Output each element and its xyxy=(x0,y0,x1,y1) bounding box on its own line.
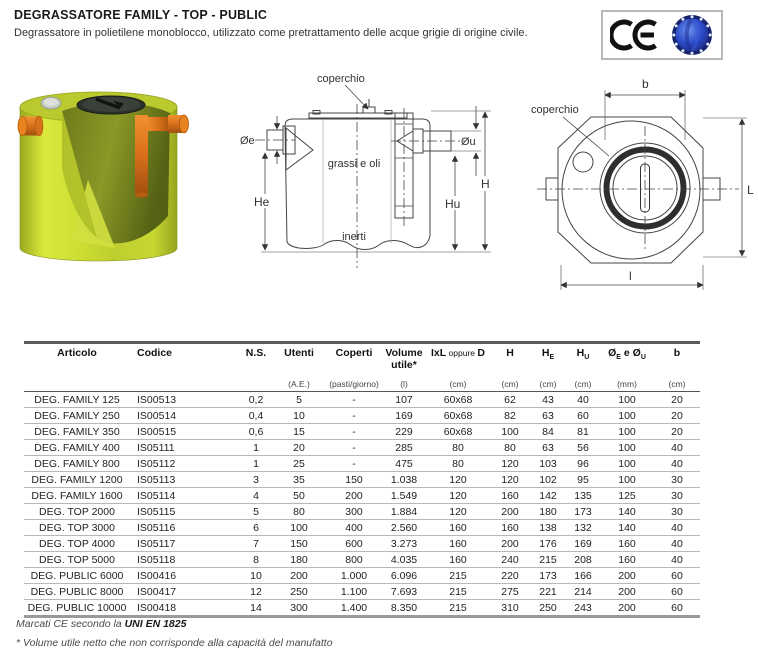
table-cell: DEG. FAMILY 800 xyxy=(24,456,130,472)
table-cell: 173 xyxy=(566,504,600,520)
table-cell: 150 xyxy=(272,536,326,552)
table-cell: 80 xyxy=(272,504,326,520)
note-volume: * Volume utile netto che non corrisponde alla capacità del manufatto xyxy=(16,637,333,649)
table-cell: 215 xyxy=(426,568,490,584)
label-ou: Øu xyxy=(461,136,476,148)
table-cell: 100 xyxy=(490,424,530,440)
table-cell: 80 xyxy=(426,440,490,456)
table-cell: IS00418 xyxy=(130,600,240,617)
table-cell: 125 xyxy=(600,488,654,504)
table-cell: 215 xyxy=(530,552,566,568)
table-cell: 107 xyxy=(395,393,413,406)
table-cell: 63 xyxy=(530,440,566,456)
page-title: DEGRASSATORE FAMILY - TOP - PUBLIC xyxy=(14,8,268,22)
table-cell: 82 xyxy=(490,408,530,424)
table-cell: 250 xyxy=(530,600,566,617)
table-cell: 60x68 xyxy=(426,424,490,440)
table-cell: IS05117 xyxy=(130,536,240,552)
table-cell: 176 xyxy=(530,536,566,552)
table-cell: - xyxy=(326,408,382,424)
table-cell: DEG. FAMILY 350 xyxy=(24,424,130,440)
table-cell: DEG. PUBLIC 10000 xyxy=(24,600,130,617)
column-header-5: Volume utile* (l) xyxy=(382,343,426,392)
table-cell: 208 xyxy=(566,552,600,568)
table-cell: 120 xyxy=(490,456,530,472)
tank-lid xyxy=(77,96,145,114)
table-cell: IS00515 xyxy=(130,424,240,440)
table-cell: 100 xyxy=(600,456,654,472)
table-cell: 8.350 xyxy=(382,600,426,617)
table-cell: DEG. TOP 3000 xyxy=(24,520,130,536)
table-cell: 138 xyxy=(530,520,566,536)
table-cell: 240 xyxy=(490,552,530,568)
table-cell: 20 xyxy=(272,440,326,456)
table-cell: 40 xyxy=(577,393,589,406)
table-cell: DEG. TOP 2000 xyxy=(24,504,130,520)
table-cell: 250 xyxy=(272,584,326,600)
table-cell: 1.400 xyxy=(326,600,382,617)
label-hu: Hu xyxy=(445,197,461,211)
table-cell: DEG. TOP 4000 xyxy=(24,536,130,552)
table-cell: 4.035 xyxy=(382,552,426,568)
table-row xyxy=(24,424,700,440)
table-cell: IS05118 xyxy=(130,552,240,568)
column-header-7: H (cm) xyxy=(490,343,530,392)
table-cell: 200 xyxy=(600,568,654,584)
column-header-2: N.S. xyxy=(240,343,272,392)
label-he: He xyxy=(254,195,270,209)
vent-hole xyxy=(573,152,593,172)
table-cell: DEG. FAMILY 1600 xyxy=(24,488,130,504)
table-cell: 200 xyxy=(272,568,326,584)
table-cell: 7 xyxy=(240,536,272,552)
column-header-6: IxL oppure D (cm) xyxy=(426,343,490,392)
table-cell: IS00416 xyxy=(130,568,240,584)
table-cell: 95 xyxy=(566,472,600,488)
table-cell: 84 xyxy=(530,424,566,440)
column-header-3: Utenti (A.E.) xyxy=(272,343,326,392)
table-cell: 243 xyxy=(566,600,600,617)
table-cell: 200 xyxy=(600,600,654,617)
table-cell: 20 xyxy=(654,408,700,424)
table-cell: 132 xyxy=(566,520,600,536)
table-row xyxy=(24,600,700,617)
table-cell: 180 xyxy=(530,504,566,520)
table-cell: 60 xyxy=(654,568,700,584)
table-cell: IS05116 xyxy=(130,520,240,536)
table-cell: 35 xyxy=(272,472,326,488)
table-cell: 1.038 xyxy=(382,472,426,488)
table-row xyxy=(24,536,700,552)
table-cell: 8 xyxy=(240,552,272,568)
table-cell: 215 xyxy=(426,600,490,617)
table-cell: 20 xyxy=(654,424,700,440)
label-b: b xyxy=(642,77,649,91)
table-cell: 120 xyxy=(426,488,490,504)
vent-cap xyxy=(41,97,61,109)
table-cell: - xyxy=(326,456,382,472)
table-cell: 81 xyxy=(566,424,600,440)
table-cell: 200 xyxy=(600,584,654,600)
table-cell: 1.100 xyxy=(326,584,382,600)
table-cell: 100 xyxy=(272,520,326,536)
table-cell: 1 xyxy=(240,440,272,456)
side-view-diagram xyxy=(233,66,505,288)
table-cell: 160 xyxy=(490,520,530,536)
table-cell: 135 xyxy=(566,488,600,504)
table-cell: 400 xyxy=(326,520,382,536)
table-cell: 60 xyxy=(654,584,700,600)
label-coperchio-side: coperchio xyxy=(317,73,365,85)
table-cell: 6 xyxy=(240,520,272,536)
table-cell: 160 xyxy=(426,552,490,568)
spec-table xyxy=(24,341,700,618)
table-cell: 140 xyxy=(600,520,654,536)
table-cell: 221 xyxy=(530,584,566,600)
table-row xyxy=(24,488,700,504)
table-cell: 1.884 xyxy=(382,504,426,520)
label-coperchio-top: coperchio xyxy=(531,104,579,116)
table-cell: 1.000 xyxy=(326,568,382,584)
table-row xyxy=(24,472,700,488)
table-cell: 200 xyxy=(490,504,530,520)
table-cell: - xyxy=(326,424,382,440)
table-cell: IS00513 xyxy=(137,393,177,406)
table-row xyxy=(24,440,700,456)
table-cell: 150 xyxy=(326,472,382,488)
table-cell: IS05114 xyxy=(130,488,240,504)
table-cell: 2.560 xyxy=(382,520,426,536)
table-row xyxy=(24,568,700,584)
table-cell: 800 xyxy=(326,552,382,568)
table-cell: 169 xyxy=(382,408,426,424)
table-cell: 43 xyxy=(542,393,554,406)
table-cell: 5 xyxy=(296,393,302,406)
dimension-L xyxy=(703,118,747,257)
table-row xyxy=(24,584,700,600)
table-cell: 275 xyxy=(490,584,530,600)
table-cell: 60x68 xyxy=(426,408,490,424)
table-cell: 169 xyxy=(566,536,600,552)
table-cell: 40 xyxy=(654,456,700,472)
table-cell: DEG. TOP 5000 xyxy=(24,552,130,568)
table-cell: 166 xyxy=(566,568,600,584)
table-cell: 300 xyxy=(272,600,326,617)
table-cell: 4 xyxy=(240,488,272,504)
table-cell: 30 xyxy=(654,504,700,520)
table-cell: 180 xyxy=(272,552,326,568)
eu-flag-icon xyxy=(670,13,714,57)
table-cell: 120 xyxy=(490,472,530,488)
table-cell: 100 xyxy=(600,424,654,440)
table-cell: 80 xyxy=(426,456,490,472)
table-cell: 60 xyxy=(566,408,600,424)
table-cell: IS05112 xyxy=(130,456,240,472)
table-cell: IS00417 xyxy=(130,584,240,600)
table-row xyxy=(24,504,700,520)
table-cell: 7.693 xyxy=(382,584,426,600)
tank-rim-circle xyxy=(562,121,700,259)
product-photo xyxy=(12,88,202,278)
label-h: H xyxy=(481,177,490,191)
table-cell: 3.273 xyxy=(382,536,426,552)
table-cell: 120 xyxy=(426,472,490,488)
table-cell: 40 xyxy=(654,440,700,456)
table-cell: 160 xyxy=(426,520,490,536)
table-cell: 300 xyxy=(326,504,382,520)
table-cell: 100 xyxy=(600,408,654,424)
table-cell: 60 xyxy=(654,600,700,617)
dimension-l xyxy=(561,265,703,290)
table-cell: 285 xyxy=(382,440,426,456)
top-view-diagram xyxy=(503,70,755,302)
table-cell: DEG. FAMILY 1200 xyxy=(24,472,130,488)
table-cell: 160 xyxy=(600,552,654,568)
table-cell: 50 xyxy=(272,488,326,504)
lid-side xyxy=(309,99,407,118)
table-cell: 160 xyxy=(426,536,490,552)
table-cell: IS05111 xyxy=(130,440,240,456)
table-cell: 140 xyxy=(600,504,654,520)
table-row xyxy=(24,392,700,408)
table-cell: 229 xyxy=(382,424,426,440)
table-cell: 160 xyxy=(490,488,530,504)
table-cell: 14 xyxy=(240,600,272,617)
table-cell: 220 xyxy=(490,568,530,584)
table-cell: 3 xyxy=(240,472,272,488)
note-ce: Marcati CE secondo la UNI EN 1825 xyxy=(16,618,187,630)
ce-badge-box xyxy=(601,10,723,60)
column-header-9: $H_U$ (cm) xyxy=(566,343,600,392)
table-cell: 475 xyxy=(382,456,426,472)
table-row xyxy=(24,520,700,536)
tank-outline xyxy=(285,119,430,250)
table-cell: 1 xyxy=(240,456,272,472)
column-header-0: Articolo xyxy=(24,343,130,392)
inlet-pipe-photo xyxy=(18,116,43,136)
table-cell: 15 xyxy=(272,424,326,440)
column-header-1: Codice xyxy=(130,343,240,392)
table-cell: 173 xyxy=(530,568,566,584)
table-cell: 56 xyxy=(566,440,600,456)
table-cell: 1.549 xyxy=(382,488,426,504)
table-cell: - xyxy=(352,393,356,406)
outlet-pipe-photo xyxy=(168,115,189,133)
table-cell: 5 xyxy=(240,504,272,520)
table-cell: 25 xyxy=(272,456,326,472)
table-cell: DEG. PUBLIC 6000 xyxy=(24,568,130,584)
table-cell: 200 xyxy=(326,488,382,504)
table-cell: 600 xyxy=(326,536,382,552)
table-cell: 100 xyxy=(600,440,654,456)
table-cell: 40 xyxy=(654,520,700,536)
table-cell: 310 xyxy=(490,600,530,617)
table-cell: IS05115 xyxy=(130,504,240,520)
label-l: l xyxy=(629,269,632,283)
table-cell: DEG. FAMILY 125 xyxy=(34,393,120,406)
column-header-10: $Ø_E$ e $Ø_U$ (mm) xyxy=(600,343,654,392)
table-cell: 215 xyxy=(426,584,490,600)
table-cell: 120 xyxy=(426,504,490,520)
table-cell: 20 xyxy=(671,393,683,406)
table-cell: 103 xyxy=(530,456,566,472)
table-cell: 10 xyxy=(240,568,272,584)
label-oe: Øe xyxy=(240,135,255,147)
ce-mark-icon xyxy=(610,18,662,52)
label-inerti: inerti xyxy=(342,231,366,243)
table-cell: 100 xyxy=(618,393,636,406)
table-cell: 12 xyxy=(240,584,272,600)
table-cell: 40 xyxy=(654,552,700,568)
page-description: Degrassatore in polietilene monoblocco, utilizzato come pretrattamento delle acque grigie di origine civile. xyxy=(14,27,528,39)
table-cell: 214 xyxy=(566,584,600,600)
table-cell: 30 xyxy=(654,472,700,488)
table-cell: 96 xyxy=(566,456,600,472)
table-header-row xyxy=(24,343,700,392)
table-cell: IS00514 xyxy=(130,408,240,424)
centerlines-top xyxy=(537,126,739,252)
column-header-8: $H_E$ (cm) xyxy=(530,343,566,392)
table-cell: DEG. FAMILY 250 xyxy=(24,408,130,424)
column-header-4: Coperti (pasti/giorno) xyxy=(326,343,382,392)
table-cell: 200 xyxy=(490,536,530,552)
table-cell: 63 xyxy=(530,408,566,424)
table-cell: IS05113 xyxy=(130,472,240,488)
table-cell: 0,4 xyxy=(240,408,272,424)
label-grassi: grassi e oli xyxy=(327,158,381,170)
table-cell: 80 xyxy=(490,440,530,456)
table-cell: 6.096 xyxy=(382,568,426,584)
table-row xyxy=(24,456,700,472)
column-header-11: b (cm) xyxy=(654,343,700,392)
table-row xyxy=(24,408,700,424)
table-cell: 40 xyxy=(654,536,700,552)
table-cell: 160 xyxy=(600,536,654,552)
table-cell: 60x68 xyxy=(443,393,473,406)
coperchio-arrow xyxy=(345,85,368,109)
table-cell: 62 xyxy=(504,393,516,406)
table-cell: 100 xyxy=(600,472,654,488)
table-cell: 30 xyxy=(654,488,700,504)
table-cell: 102 xyxy=(530,472,566,488)
note-ce-standard: UNI EN 1825 xyxy=(124,618,187,630)
table-cell: 10 xyxy=(272,408,326,424)
table-cell: - xyxy=(326,440,382,456)
inlet-pipe xyxy=(267,126,313,170)
table-cell: 142 xyxy=(530,488,566,504)
table-cell: DEG. PUBLIC 8000 xyxy=(24,584,130,600)
table-row xyxy=(24,552,700,568)
label-L: L xyxy=(747,183,754,197)
table-cell: DEG. FAMILY 400 xyxy=(24,440,130,456)
table-cell: 0,2 xyxy=(248,393,264,406)
table-cell: 0,6 xyxy=(240,424,272,440)
